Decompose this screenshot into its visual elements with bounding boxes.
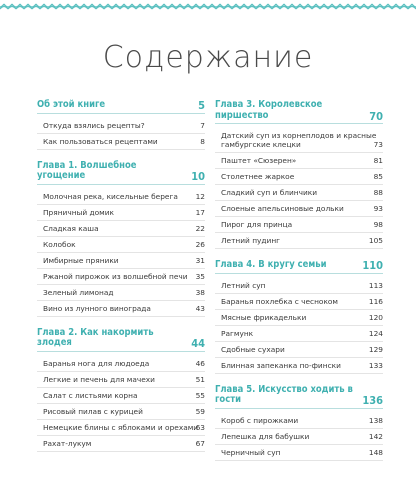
toc-entry[interactable] xyxy=(215,429,383,445)
entry-title: Баранья нога для людоеда xyxy=(43,358,150,368)
entry-page: 98 xyxy=(373,220,383,229)
entry-title: Сладкий суп и блинчики xyxy=(221,188,318,197)
entry-title: Молочная река, кисельные берега xyxy=(43,191,178,201)
entry-title: Как пользоваться рецептами xyxy=(43,136,158,146)
section-gap xyxy=(215,374,383,385)
toc-entry[interactable] xyxy=(215,358,383,374)
toc-entry[interactable] xyxy=(215,326,383,342)
chapter-title: Об этой книге xyxy=(37,99,106,110)
entry-title: Пирог для принца xyxy=(221,220,293,229)
entry-page: 59 xyxy=(195,406,205,416)
entry-page: 93 xyxy=(373,204,383,213)
entry-title: Рагмунк xyxy=(221,328,254,338)
chapter-page: 5 xyxy=(198,99,205,112)
entry-title: Блинная запеканка по-фински xyxy=(221,360,341,370)
entry-title: Черничный суп xyxy=(221,447,281,457)
entry-page: 55 xyxy=(195,390,205,400)
entry-title: Вино из лунного винограда xyxy=(43,303,151,313)
chapter-heading[interactable] xyxy=(37,161,205,185)
entry-title: Легкие и печень для мачехи xyxy=(43,374,155,384)
entry-page: 26 xyxy=(195,239,205,249)
toc-entry[interactable] xyxy=(37,269,205,285)
entry-title: Баранья похлебка с чесноком xyxy=(221,296,339,306)
entry-page: 142 xyxy=(368,431,383,441)
chapter-page: 136 xyxy=(362,394,383,407)
toc-entry[interactable] xyxy=(37,285,205,301)
toc-entry[interactable] xyxy=(215,294,383,310)
entry-title: Короб с пирожками xyxy=(221,415,299,425)
entry-page: 138 xyxy=(368,415,383,425)
chapter-heading[interactable] xyxy=(215,385,383,409)
entry-page: 12 xyxy=(195,191,205,201)
toc-entry[interactable] xyxy=(37,372,205,388)
decorative-border xyxy=(0,0,416,14)
entry-page: 105 xyxy=(368,236,383,245)
toc-entry[interactable] xyxy=(215,310,383,326)
entry-page: 113 xyxy=(368,280,383,290)
entry-page: 85 xyxy=(373,172,383,181)
entry-page: 38 xyxy=(195,287,205,297)
chapter-heading[interactable] xyxy=(37,328,205,352)
toc-entry[interactable] xyxy=(215,201,383,217)
entry-page: 124 xyxy=(368,328,383,338)
chapter-page: 70 xyxy=(369,109,383,123)
entry-page: 67 xyxy=(195,438,205,448)
entry-title: Откуда взялись рецепты? xyxy=(43,120,145,130)
toc-entry[interactable] xyxy=(37,301,205,317)
entry-title: Ржаной пирожок из волшебной печи xyxy=(43,271,188,281)
entry-title: Пряничный домик xyxy=(43,207,114,217)
toc-column-right xyxy=(215,100,383,461)
page-title: Содержание xyxy=(102,40,314,75)
entry-title: Зеленый лимонад xyxy=(43,287,114,297)
entry-page: 73 xyxy=(373,140,383,149)
toc-entry[interactable] xyxy=(215,153,383,169)
entry-title: Столетнее жаркое xyxy=(221,172,295,181)
chapter-page: 44 xyxy=(191,337,205,350)
entry-title: Мясные фрикадельки xyxy=(221,312,307,322)
toc-entry[interactable] xyxy=(37,404,205,420)
entry-title: Рисовый пилав с курицей xyxy=(43,406,143,416)
entry-title: Рахат-лукум xyxy=(43,438,92,448)
entry-page: 22 xyxy=(195,223,205,233)
toc-entry[interactable] xyxy=(215,169,383,185)
toc-entry[interactable] xyxy=(37,388,205,404)
toc-entry[interactable] xyxy=(37,253,205,269)
toc-entry[interactable] xyxy=(37,436,205,452)
entry-page: 31 xyxy=(195,255,205,265)
chapter-title: Глава 1. Волшебное угощение xyxy=(37,159,137,181)
entry-page: 43 xyxy=(195,303,205,313)
toc-entry[interactable] xyxy=(215,445,383,461)
entry-title: Имбирные пряники xyxy=(43,255,119,265)
entry-title: Сладкая каша xyxy=(43,223,99,233)
entry-page: 63 xyxy=(195,422,205,432)
toc-entry[interactable] xyxy=(215,185,383,201)
entry-page: 7 xyxy=(200,120,205,130)
toc-entry[interactable] xyxy=(37,221,205,237)
chapter-title: Глава 2. Как накормить злодея xyxy=(37,326,154,348)
entry-title: Летний суп xyxy=(221,280,266,290)
chapter-page: 110 xyxy=(362,259,383,272)
chapter-title: Глава 5. Искусство ходить в гости xyxy=(215,383,353,405)
section-gap xyxy=(37,150,205,161)
chapter-heading[interactable] xyxy=(215,100,383,124)
toc-entry[interactable] xyxy=(37,356,205,372)
section-gap xyxy=(37,317,205,328)
entry-title: Паштет «Сюзерен» xyxy=(221,156,297,165)
toc-entry[interactable] xyxy=(215,278,383,294)
toc-entry[interactable] xyxy=(215,342,383,358)
toc-entry[interactable] xyxy=(37,134,205,150)
entry-title: Лепешка для бабушки xyxy=(221,431,310,441)
toc-entry[interactable] xyxy=(37,205,205,221)
entry-page: 120 xyxy=(368,312,383,322)
toc-column-left xyxy=(37,100,205,452)
entry-title: Сдобные сухари xyxy=(221,344,285,354)
chapter-title: Глава 4. В кругу семьи xyxy=(215,259,327,270)
toc-entry[interactable] xyxy=(215,413,383,429)
toc-entry[interactable] xyxy=(37,189,205,205)
entry-page: 17 xyxy=(195,207,205,217)
entry-page: 129 xyxy=(368,344,383,354)
toc-entry[interactable] xyxy=(37,118,205,134)
entry-page: 81 xyxy=(373,156,383,165)
entry-page: 88 xyxy=(373,188,383,197)
entry-page: 35 xyxy=(195,271,205,281)
chapter-heading[interactable] xyxy=(215,260,383,274)
entry-title: Слоеные апельсиновые дольки xyxy=(221,204,344,213)
entry-page: 8 xyxy=(200,136,205,146)
toc-entry[interactable] xyxy=(215,217,383,233)
chapter-page: 10 xyxy=(191,170,205,183)
toc-entry[interactable] xyxy=(37,420,205,436)
entry-title: Летний пудинг xyxy=(221,236,281,245)
chapter-heading[interactable] xyxy=(37,100,205,114)
chapter-title: Глава 3. Королевское пиршество xyxy=(215,99,323,121)
toc-entry[interactable] xyxy=(37,237,205,253)
entry-title: Датский суп из корнеплодов и красные гамбургские клецки xyxy=(221,131,377,149)
entry-page: 116 xyxy=(368,296,383,306)
entry-page: 46 xyxy=(195,358,205,368)
entry-page: 133 xyxy=(368,360,383,370)
entry-page: 148 xyxy=(368,447,383,457)
toc-entry[interactable] xyxy=(215,233,383,249)
toc-entry[interactable] xyxy=(215,128,383,153)
entry-title: Немецкие блины с яблоками и орехами xyxy=(43,422,199,432)
entry-title: Салат с листьями корна xyxy=(43,390,138,400)
entry-page: 51 xyxy=(195,374,205,384)
entry-title: Колобок xyxy=(43,239,76,249)
